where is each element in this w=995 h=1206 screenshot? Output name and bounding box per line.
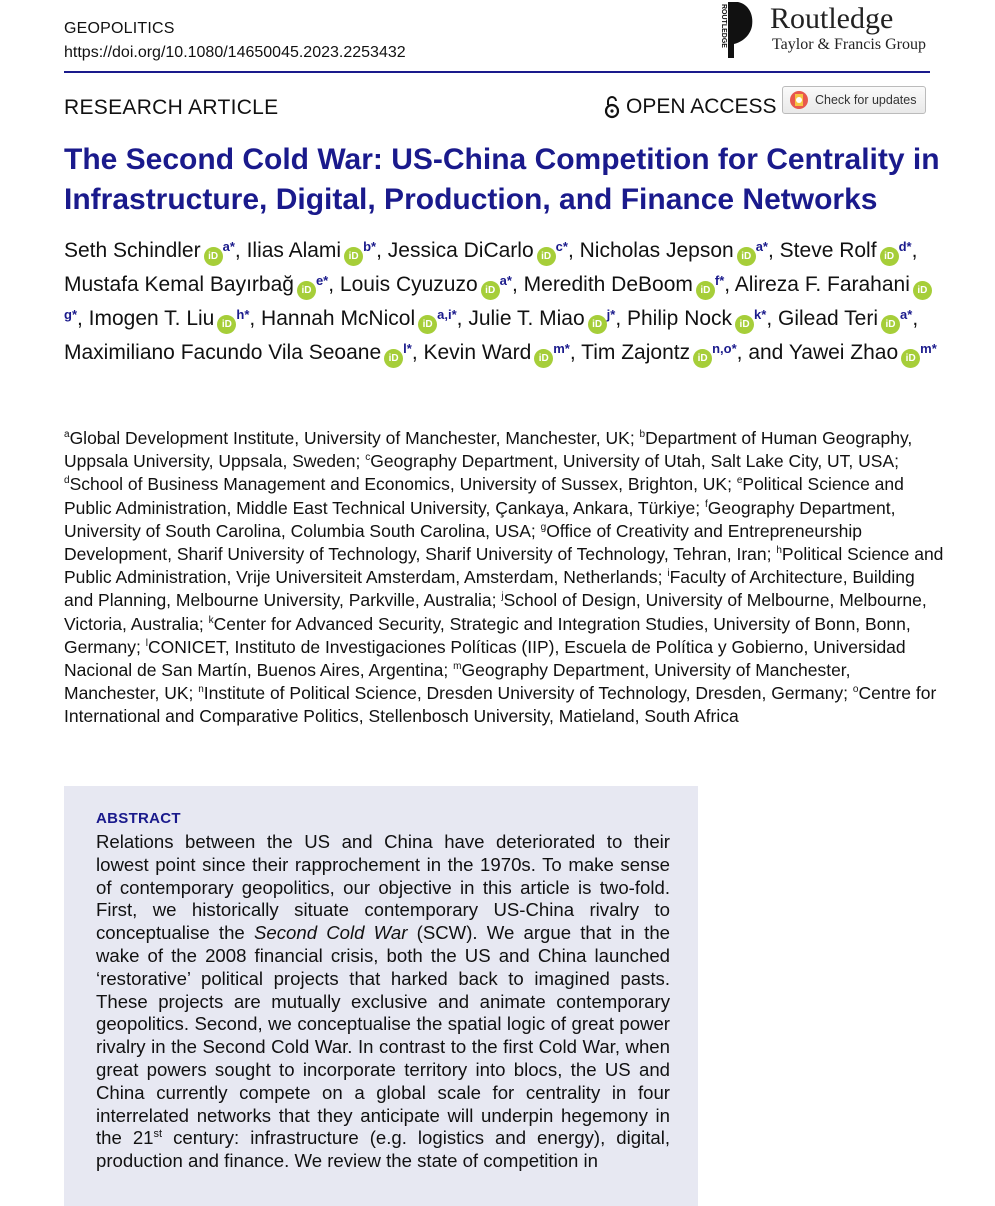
orcid-icon[interactable]: iD (217, 315, 236, 334)
author-name[interactable]: Kevin Ward (423, 341, 532, 364)
author-name[interactable]: Maximiliano Facundo Vila Seoane (64, 341, 382, 364)
affiliation-text: Faculty of Architecture, Building and Planning, Melbourne University, Parkville, Australia; (64, 567, 915, 611)
author (64, 239, 247, 262)
author-separator: , (234, 239, 247, 262)
affiliation-sup: e (736, 475, 743, 487)
author-separator: , (511, 273, 524, 296)
author-separator: , (328, 273, 340, 296)
publisher-group: Taylor & Francis Group (772, 36, 926, 53)
orcid-icon[interactable]: iD (481, 281, 500, 300)
author-separator: , (736, 341, 749, 364)
affiliation-sup: c (365, 452, 371, 464)
orcid-icon[interactable]: iD (344, 247, 363, 266)
affiliation-sup: d (64, 475, 70, 487)
author (581, 341, 748, 364)
author-affiliation-sup: c* (555, 239, 568, 254)
affiliation-text: Global Development Institute, University of Manchester, Manchester, UK; (69, 428, 640, 448)
publisher-vertical-text: ROUTLEDGE (720, 4, 727, 48)
article-title: The Second Cold War: US-China Competition for Centrality in Infrastructure, Digital, Production, and Finance Networks (64, 143, 940, 216)
author-affiliation-sup: a* (499, 273, 512, 288)
author-affiliation-sup: j* (606, 307, 616, 322)
journal-name: GEOPOLITICS (64, 20, 175, 37)
doi-link[interactable]: https://doi.org/10.1080/14650045.2023.2253432 (64, 44, 406, 61)
orcid-icon[interactable]: iD (693, 349, 712, 368)
affiliation-text: Political Science and Public Administration, Middle East Technical University, Çankaya, Ankara, Türkiye; (64, 474, 904, 518)
author-affiliation-sup: d* (898, 239, 912, 254)
orcid-icon[interactable]: iD (735, 315, 754, 334)
affiliation-sup: f (704, 498, 708, 510)
routledge-mark-icon (708, 0, 756, 60)
author (627, 307, 778, 330)
author (64, 273, 340, 296)
affiliation-sup: k (208, 614, 214, 626)
author-name[interactable]: Gilead Teri (778, 307, 879, 330)
affiliation-text: Geography Department, University of South Carolina, Columbia South Carolina, USA; (64, 497, 896, 541)
author-affiliation-sup: m* (920, 341, 937, 356)
author-separator: , (724, 273, 735, 296)
author-separator: , (77, 307, 89, 330)
author-name[interactable]: Meredith DeBoom (523, 273, 693, 296)
author-affiliation-sup: k* (754, 307, 767, 322)
affiliation-sup: b (639, 429, 646, 441)
affiliation-sup: g (540, 521, 547, 533)
orcid-icon[interactable]: iD (588, 315, 607, 334)
author-affiliation-sup: b* (363, 239, 377, 254)
author-separator: , (768, 239, 780, 262)
affiliation-sup: n (198, 684, 204, 696)
author-separator: , (912, 307, 919, 330)
affiliation-text: Center for Advanced Security, Strategic and Integration Studies, University of Bonn, Bonn, Germany; (64, 613, 911, 657)
orcid-icon[interactable]: iD (418, 315, 437, 334)
orcid-icon[interactable]: iD (737, 247, 756, 266)
affiliation-text: CONICET, Instituto de Investigaciones Políticas (IIP), Escuela de Política y Gobierno, Universidad Nacional de San Martín, Buenos Aires, Argentina; (64, 636, 906, 681)
orcid-icon[interactable]: iD (913, 281, 932, 300)
publisher-name: Routledge (770, 2, 894, 35)
author-name[interactable]: Mustafa Kemal Bayırbağ (64, 273, 294, 296)
author (468, 307, 627, 330)
affiliation-text: Institute of Political Science, Dresden University of Technology, Dresden, Germany; (203, 683, 853, 704)
author (261, 307, 468, 330)
orcid-icon[interactable]: iD (696, 281, 715, 300)
author-separator: , (411, 341, 424, 364)
author-separator: , (615, 307, 627, 330)
open-access-text: OPEN ACCESS (626, 95, 777, 118)
affiliation-sup: j (501, 591, 504, 603)
orcid-icon[interactable]: iD (901, 349, 920, 368)
author-affiliation-sup: f* (714, 273, 725, 288)
author (247, 239, 388, 262)
author-affiliation-sup: h* (236, 307, 250, 322)
author (580, 239, 780, 262)
author (388, 239, 580, 262)
orcid-icon[interactable]: iD (537, 247, 556, 266)
article-type: RESEARCH ARTICLE (64, 96, 279, 119)
author-list (64, 232, 944, 368)
author-name[interactable]: Tim Zajontz (581, 341, 691, 364)
author-name[interactable]: Louis Cyuzuzo (339, 273, 478, 296)
author-separator: , (567, 239, 580, 262)
author-name[interactable]: Philip Nock (627, 307, 733, 330)
affiliation-text: School of Business Management and Economics, University of Sussex, Brighton, UK; (69, 474, 737, 495)
affiliation-sup: h (776, 545, 782, 557)
author-affiliation-sup: a* (222, 239, 235, 254)
orcid-icon[interactable]: iD (534, 349, 553, 368)
affiliation-text: Political Science and Public Administration, Vrije Universiteit Amsterdam, Amsterdam, Netherlands; (64, 544, 944, 588)
orcid-icon[interactable]: iD (881, 315, 900, 334)
orcid-icon[interactable]: iD (204, 247, 223, 266)
abstract-sup: st (153, 1128, 163, 1141)
abstract-italic: Second Cold War (253, 922, 408, 944)
author (778, 307, 918, 330)
author-name[interactable]: Alireza F. Farahani (734, 273, 910, 296)
affiliation-sup: a (64, 429, 70, 441)
author-affiliation-sup: m* (553, 341, 570, 356)
author (64, 341, 423, 364)
affiliation-text: Office of Creativity and Entrepreneurship Development, Sharif University of Technology, Sharif University of Technology, Tehran, Iran; (64, 520, 862, 565)
author-separator: , (766, 307, 779, 330)
open-lock-icon (604, 95, 620, 119)
author-separator: , (569, 341, 582, 364)
author-name[interactable]: Jessica DiCarlo (387, 239, 534, 262)
author-name[interactable]: Ilias Alami (246, 239, 342, 262)
author-name[interactable]: Nicholas Jepson (579, 239, 734, 262)
header-rule (64, 71, 930, 73)
author-name[interactable]: Imogen T. Liu (88, 307, 215, 330)
abstract-part2: (SCW). We argue that in the wake of the 2008 financial crisis, both the US and China launched ‘restorative’ political projects that harked back to imagined pasts. These projects are mutually exclusive and animate contemporary geopolitics. Second, we conceptualise the spatial logic of great power rivalry in the Second Cold War. In contrast to the first Cold War, when great powers sought to incorporate territory into blocs, the US and China currently compete on a global scale for centrality in four interrelated networks that they anticipate will underpin hegemony in the 21 (96, 922, 670, 1149)
abstract-heading: ABSTRACT (96, 810, 181, 827)
publisher-logo (708, 0, 938, 62)
author-affiliation-sup: a* (755, 239, 768, 254)
orcid-icon[interactable]: iD (384, 349, 403, 368)
author-affiliation-sup: g* (64, 307, 77, 322)
author-name[interactable]: Steve Rolf (779, 239, 877, 262)
author-affiliation-sup: e* (315, 273, 329, 288)
check-updates-label: Check for updates (815, 93, 917, 107)
affiliation-text: Geography Department, University of Manchester, Manchester, UK; (64, 660, 851, 704)
orcid-icon[interactable]: iD (880, 247, 899, 266)
affiliation-text: School of Design, University of Melbourne, Melbourne, Victoria, Australia; (64, 590, 927, 634)
author-name[interactable]: and Yawei Zhao (748, 341, 899, 364)
author-separator: , (376, 239, 388, 262)
affiliation-sup: l (145, 638, 148, 649)
affiliation-sup: o (852, 684, 859, 696)
affiliation-text: Department of Human Geography, Uppsala University, Uppsala, Sweden; (64, 428, 913, 472)
author-affiliation-sup: a* (900, 307, 913, 322)
author (89, 307, 261, 330)
author (423, 341, 581, 364)
check-updates-button[interactable] (782, 86, 926, 114)
author-name[interactable]: Julie T. Miao (468, 307, 585, 330)
crossmark-icon (789, 90, 809, 110)
affiliations (64, 427, 944, 729)
affiliation-text: Geography Department, University of Utah, Salt Lake City, UT, USA; (370, 451, 899, 472)
author-name[interactable]: Seth Schindler (64, 239, 201, 262)
author-separator: , (249, 307, 262, 330)
orcid-icon[interactable]: iD (297, 281, 316, 300)
affiliation-sup: i (667, 568, 670, 580)
author (780, 239, 918, 262)
author (524, 273, 735, 296)
author-separator: , (456, 307, 469, 330)
open-access-label (604, 93, 777, 121)
abstract-part3: century: infrastructure (e.g. logistics and energy), digital, production and finance. We review the state of competition in (96, 1127, 670, 1172)
author-name[interactable]: Hannah McNicol (261, 307, 416, 330)
abstract-part1: Relations between the US and China have deteriorated to their lowest point since their rapprochement in the 1970s. To make sense of contemporary geopolitics, our objective in this article is two-fold. First, we historically situate contemporary US-China rivalry to conceptualise the (96, 831, 670, 944)
abstract-text (96, 831, 670, 1173)
affiliation-sup: m (453, 661, 462, 673)
author (340, 273, 524, 296)
affiliation-text: Centre for International and Comparative Politics, Stellenbosch University, Matieland, South Africa (64, 683, 937, 727)
author-separator: , (911, 239, 918, 262)
author-affiliation-sup: l* (403, 341, 412, 356)
author-affiliation-sup: n,o* (712, 341, 737, 356)
author (748, 341, 936, 364)
author-affiliation-sup: a,i* (437, 307, 457, 322)
